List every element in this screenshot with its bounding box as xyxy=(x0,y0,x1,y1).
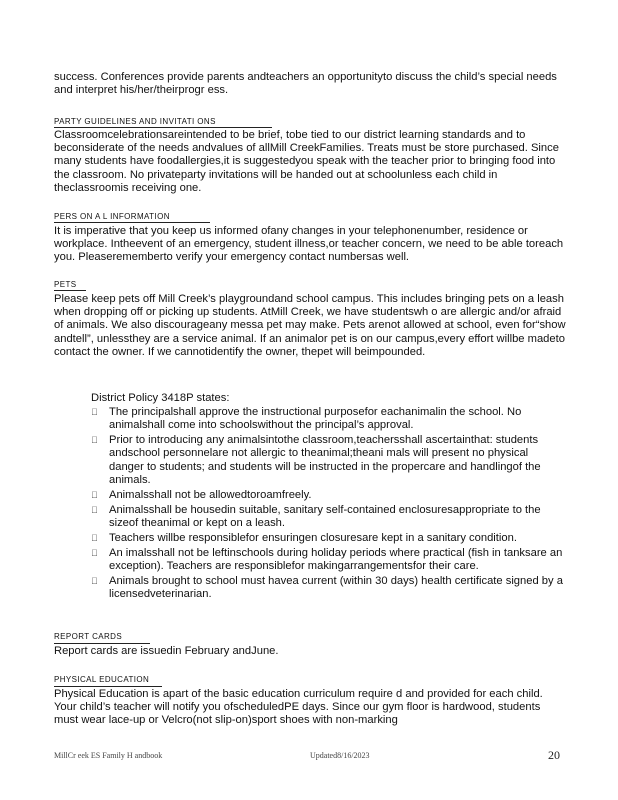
bullet-icon xyxy=(91,489,98,502)
pets-paragraph: Please keep pets off Mill Creek’s playgroundand school campus. This includes bringing pets on a leash when dropping off or picking up students. AtMill Creek, we have studentswh o are allergic and/or afraid of animals. We also discourageany messa pet may make. Pets arenot allowed at school, even for“show andtell”, unlessthey are a service animal. If an animalor pet is on our campus,every effort willbe madeto contact the owner. If we cannotidentify the owner, thepet will beimpounded. xyxy=(54,293,566,358)
policy-list xyxy=(91,406,566,603)
policy-intro: District Policy 3418P states: xyxy=(91,392,230,404)
bullet-icon xyxy=(91,406,98,419)
bullet-icon xyxy=(91,434,98,447)
policy-item xyxy=(91,575,566,601)
personal-information-heading: PERS ON A L INFORMATION xyxy=(54,212,170,221)
policy-item-text: An imalsshall not be leftinschools during holiday periods where practical (fish in tanksare an exception). Teachers are responsiblefor makingarrangementsfor their care. xyxy=(109,547,563,573)
policy-item xyxy=(91,434,566,487)
policy-item-text: Animalsshall not be allowedtoroamfreely. xyxy=(109,488,312,501)
pe-heading-underline xyxy=(54,686,162,687)
policy-item-text: Prior to introducing any animalsintothe classroom,teachersshall ascertainthat: students andschool personnelare not allergic to theanimal;theani mals will present no physical danger to students; and students will be instructed in the propercare and handlingof the animals. xyxy=(109,434,541,486)
bullet-icon xyxy=(91,575,98,588)
pets-heading: PETS xyxy=(54,280,77,289)
policy-item-text: The principalshall approve the instructional purposefor eachanimalin the school. No animalshall come into schoolswithout the principal’s approval. xyxy=(109,406,522,432)
policy-item-text: Animalsshall be housedin suitable, sanitary self-contained enclosuresappropriate to the sizeof theanimal or kept on a leash. xyxy=(109,503,541,530)
party-heading-underline xyxy=(54,127,272,128)
policy-item xyxy=(91,504,566,530)
personal-heading-underline xyxy=(54,222,210,223)
report-cards-paragraph: Report cards are issuedin February andJune. xyxy=(54,645,279,657)
policy-item xyxy=(91,532,566,545)
bullet-icon xyxy=(91,532,98,545)
party-guidelines-heading: PARTY GUIDELINES AND INVITATI ONS xyxy=(54,117,216,126)
footer-handbook-title: MillCr eek ES Family H andbook xyxy=(54,751,163,760)
policy-item xyxy=(91,406,566,432)
policy-item-text: Animals brought to school must havea current (within 30 days) health certificate signed by a licensedveterinarian. xyxy=(109,575,563,601)
conference-paragraph: success. Conferences provide parents andteachers an opportunityto discuss the child’s special needs and interpret his/her/theirprogr ess. xyxy=(54,71,557,97)
policy-item-text: Teachers willbe responsiblefor ensuringen closuresare kept in a sanitary condition. xyxy=(109,532,517,545)
personal-information-paragraph: It is imperative that you keep us informed ofany changes in your telephonenumber, residence or workplace. Intheevent of an emergency, student illness,or teacher concern, we need to be able toreach you. Pleaserememberto verify your emergency contact numbersas well. xyxy=(54,225,564,264)
physical-education-heading: PHYSICAL EDUCATION xyxy=(54,675,150,684)
bullet-icon xyxy=(91,504,98,517)
bullet-icon xyxy=(91,547,98,560)
page-number: 20 xyxy=(548,748,560,762)
footer-updated-date: Updated8/16/2023 xyxy=(310,751,370,760)
report-heading-underline xyxy=(54,643,150,644)
party-guidelines-paragraph: Classroomcelebrationsareintended to be brief, tobe tied to our district learning standards and to beconsiderate of the needs andvalues of allMill CreekFamilies. Treats must be store purchased. Since many students have foodallergies,it is suggestedyou speak with the teacher prior to bringing food into the classroom. No privateparty invitations will be handed out at schoolunless each child in theclassroomis receiving one. xyxy=(54,129,559,194)
physical-education-paragraph: Physical Education is apart of the basic education curriculum require d and provided for each child. Your child’s teacher will notify you ofscheduledPE days. Since our gym floor is hardwood, students must wear lace-up or Velcro(not slip-on)sport shoes with non-marking xyxy=(54,688,543,727)
report-cards-heading: REPORT CARDS xyxy=(54,632,123,641)
policy-item xyxy=(91,547,566,573)
policy-item xyxy=(91,489,566,502)
pets-heading-underline xyxy=(54,290,86,291)
